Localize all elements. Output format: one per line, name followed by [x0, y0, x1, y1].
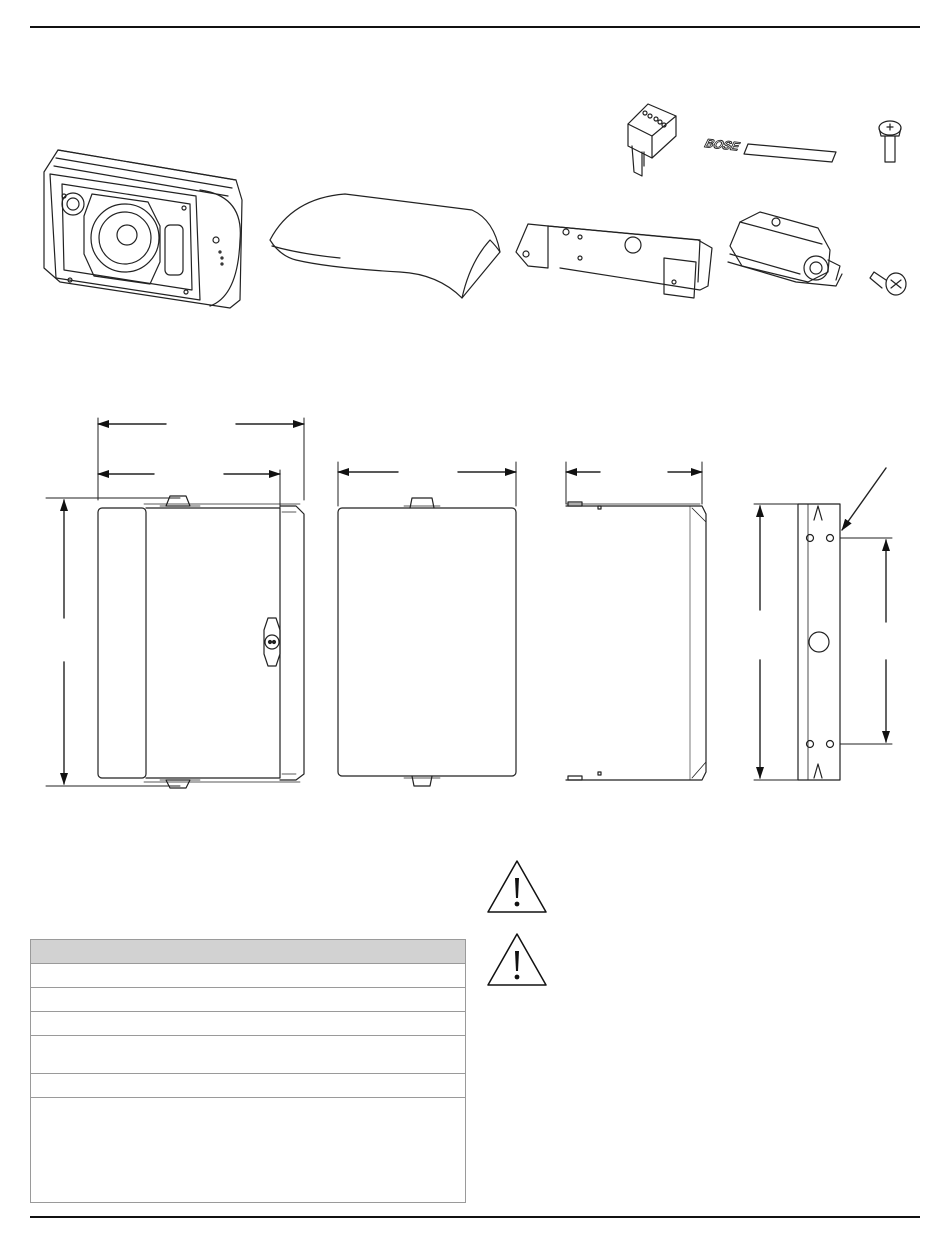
table-row: [31, 988, 465, 1012]
table-row: [31, 1098, 465, 1198]
brand-mark: BOSE: [702, 136, 743, 154]
table-row: [31, 1012, 465, 1036]
bracket-side-view-drawing: [754, 468, 892, 780]
bottom-rule: [30, 1216, 920, 1218]
specifications-table: [30, 939, 466, 1203]
table-header: [31, 940, 465, 964]
warning-icon: [485, 858, 549, 914]
table-row: [31, 964, 465, 988]
warning-icon: [485, 931, 549, 987]
table-row: [31, 1074, 465, 1098]
bracket-view-drawing: [566, 462, 706, 780]
front-view-drawing: [338, 462, 516, 786]
side-view-drawing: [46, 418, 304, 788]
table-row: [31, 1036, 465, 1074]
